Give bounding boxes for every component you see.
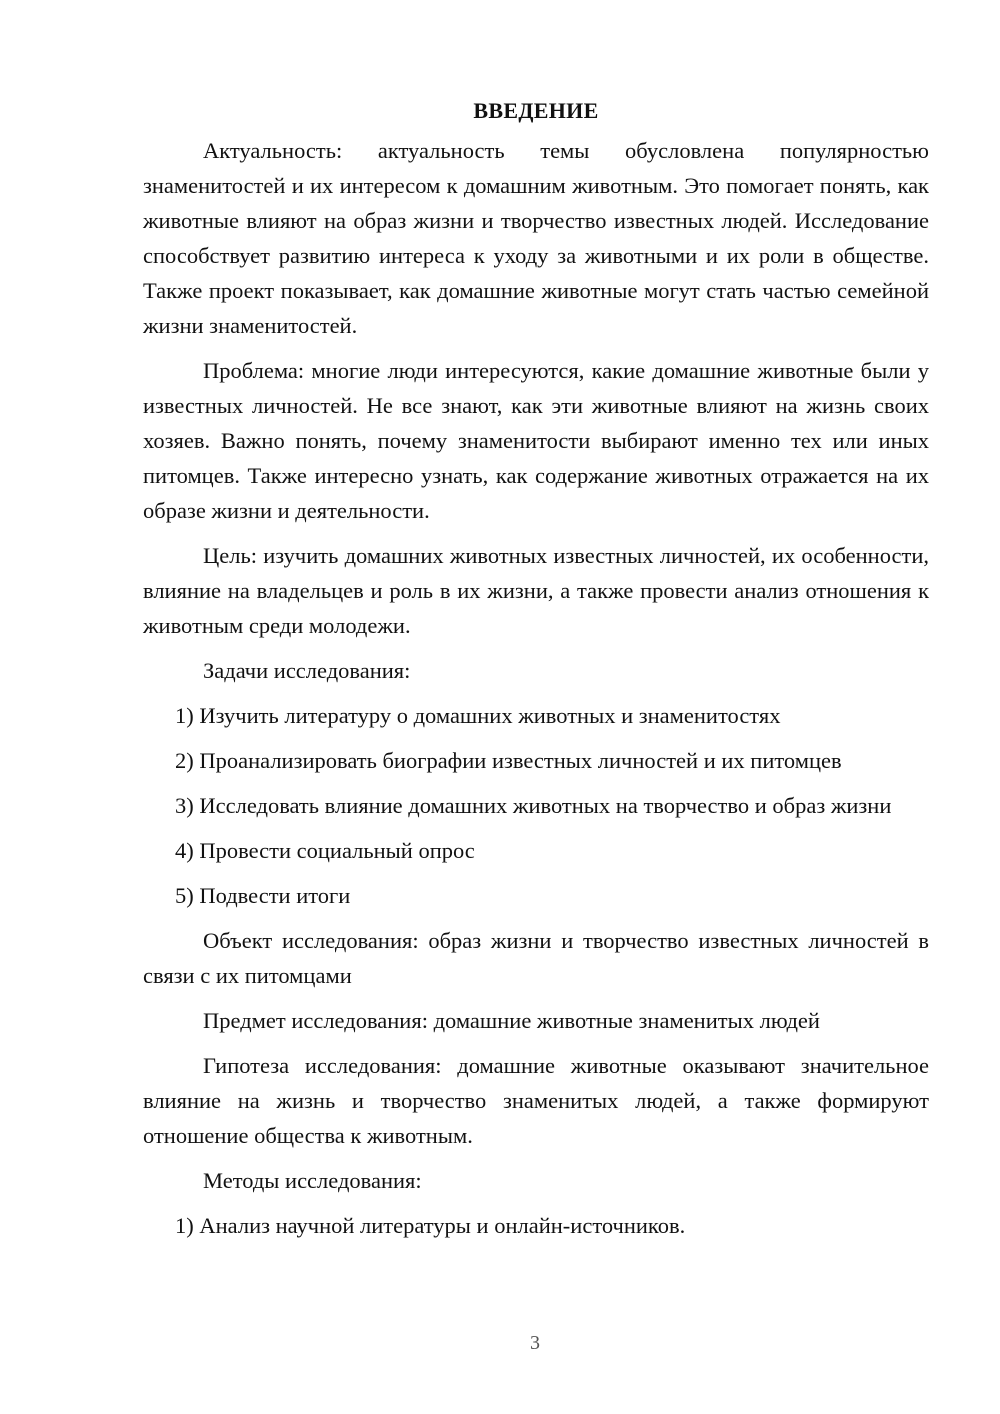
page-body <box>143 96 929 1253</box>
tasks-title: Задачи исследования: <box>203 658 411 683</box>
object-paragraph: Объект исследования: образ жизни и творчество известных личностей в связи с их питомцами <box>143 928 929 988</box>
goal-paragraph: Цель: изучить домашних животных известных личностей, их особенности, влияние на владельцев и роль в их жизни, а также провести анализ отношения к животным среди молодежи. <box>143 543 929 638</box>
task-item-5: 5) Подвести итоги <box>175 883 351 908</box>
task-item-1: 1) Изучить литературу о домашних животных и знаменитостях <box>175 703 781 728</box>
task-item-4: 4) Провести социальный опрос <box>175 838 475 863</box>
problem-paragraph: Проблема: многие люди интересуются, какие домашние животные были у известных личностей. Не все знают, как эти животные влияют на жизнь своих хозяев. Важно понять, почему знаменитости выбирают именно тех или иных питомцев. Также интересно узнать, как содержание животных отражается на их образе жизни и деятельности. <box>143 358 929 523</box>
task-item-2: 2) Проанализировать биографии известных личностей и их питомцев <box>175 748 842 773</box>
hypothesis-paragraph: Гипотеза исследования: домашние животные оказывают значительное влияние на жизнь и творчество знаменитых людей, а также формируют отношение общества к животным. <box>143 1053 929 1148</box>
section-heading: ВВЕДЕНИЕ <box>473 98 599 123</box>
page-number: 3 <box>530 1332 540 1354</box>
method-item-1: 1) Анализ научной литературы и онлайн-источников. <box>175 1213 686 1238</box>
methods-title: Методы исследования: <box>203 1168 422 1193</box>
subject-paragraph: Предмет исследования: домашние животные знаменитых людей <box>203 1008 820 1033</box>
task-item-3: 3) Исследовать влияние домашних животных на творчество и образ жизни <box>175 793 892 818</box>
relevance-paragraph: Актуальность: актуальность темы обусловлена популярностью знаменитостей и их интересом к домашним животным. Это помогает понять, как животные влияют на образ жизни и творчество известных людей. Исследование способствует развитию интереса к уходу за животными и их роли в обществе. Также проект показывает, как домашние животные могут стать частью семейной жизни знаменитостей. <box>143 138 929 338</box>
